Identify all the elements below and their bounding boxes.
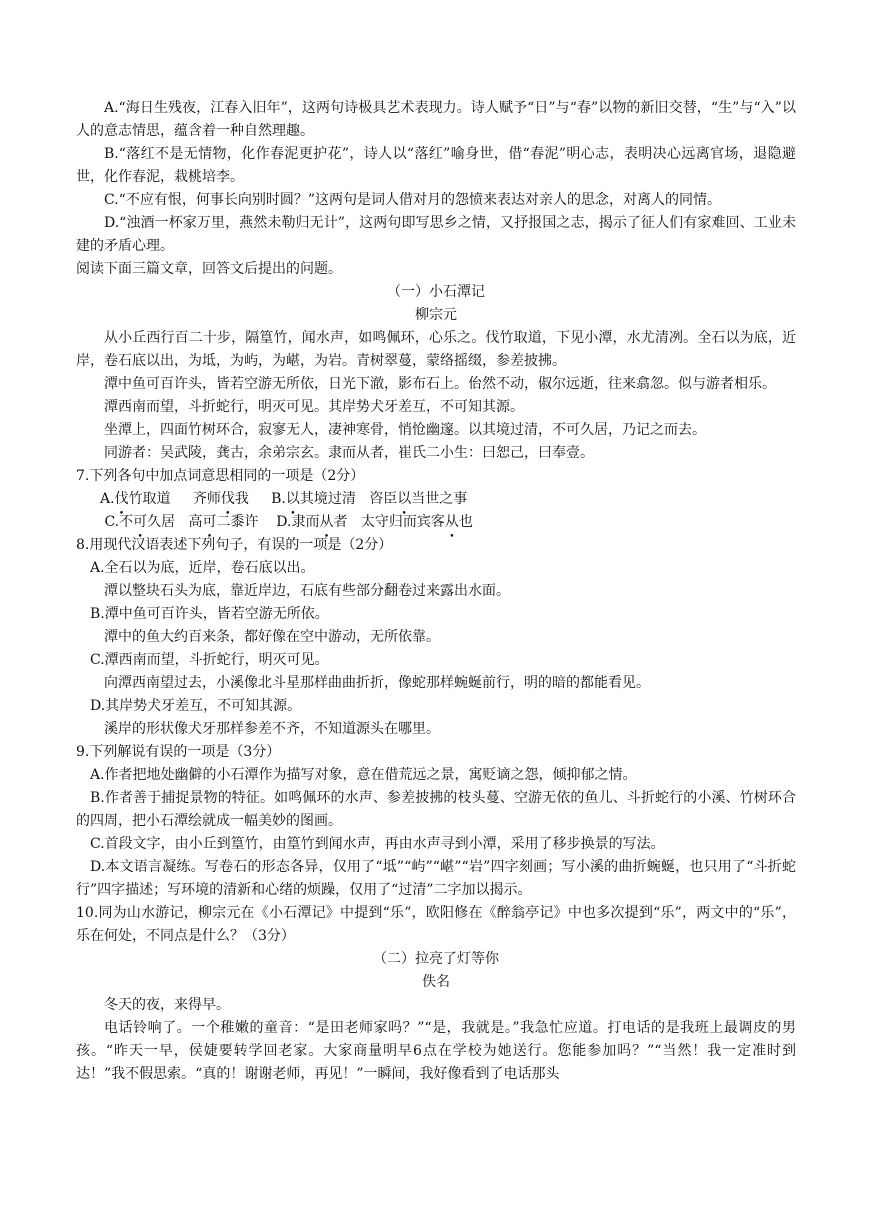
- q7-dotted-word: 可: [202, 514, 217, 530]
- q7-b-label: B.: [271, 491, 286, 507]
- q9-option-c: C.首段文字，由小丘到篁竹，由篁竹到闻水声，再由水声寻到小潭，采用了移步换景的写法。: [90, 836, 665, 852]
- text1-author: 柳宗元: [415, 307, 457, 323]
- text2-author: 佚名: [422, 974, 450, 990]
- q8-option-original: A.全石以为底，近岸，卷石底以出。: [90, 560, 315, 576]
- q7-text: 齐师: [192, 491, 221, 507]
- q7-text: 二黍许: [216, 514, 259, 530]
- q8-option-original: C.潭西南而望，斗折蛇行，明灭可见。: [90, 652, 329, 668]
- exam-page: [76, 97, 796, 1086]
- q7-text: 隶而: [291, 514, 320, 530]
- q6-option-c: C.“不应有恨，何事长向别时圆？”这两句是词人借对月的怨愤来表达对亲人的思念，对离人的同情。: [104, 192, 721, 208]
- q7-text: 不: [119, 514, 134, 530]
- text1-title: （一）小石潭记: [387, 284, 485, 300]
- text2-paragraph: 电话铃响了。一个稚嫩的童音：“是田老师家吗？”“是，我就是。”我急忙应道。打电话的是我班上最调皮的男孩。“昨天一早，侯婕要转学回老家。大家商量明早6点在学校为她送行。您能参加吗？”“当然！我一定准时到达！”我不假思索。“真的！谢谢老师，再见！”一瞬间，我好像看到了电话那头: [76, 1020, 796, 1082]
- q7-c-label: C.: [104, 514, 120, 530]
- text1-paragraph: 潭西南而望，斗折蛇行，明灭可见。其岸势犬牙差互，不可知其源。: [104, 399, 524, 415]
- q7-dotted-word: 伐: [114, 491, 129, 507]
- q8-option-translation: 潭中的鱼大约百来条，都好像在空中游动，无所依靠。: [104, 629, 440, 645]
- q7-text: 也: [458, 514, 473, 530]
- q9-option-a: A.作者把地处幽僻的小石潭作为描写对象，意在借荒远之景，寓贬谪之怨，倾抑郁之情。: [90, 767, 637, 783]
- q7-stem: 7.下列各句中加点词意思相同的一项是（2分）: [76, 468, 365, 484]
- q7-text: 者: [333, 514, 348, 530]
- text1-paragraph: 同游者：吴武陵，龚古，余弟宗玄。隶而从者，崔氏二小生：曰恕己，曰奉壹。: [104, 445, 594, 461]
- q7-text: 咨臣: [369, 491, 398, 507]
- q9-option-d: D.本文语言凝练。写卷石的形态各异，仅用了“坻”“屿”“嵁”“岩”四字刻画；写小溪的曲折蜿蜒，也只用了“斗折蛇行”四字描述；写环境的清新和心绪的烦躁，仅用了“过清”二字加以揭示。: [76, 859, 796, 898]
- q7-dotted-word: 以: [397, 491, 412, 507]
- q7-text: 太守归而宾客: [360, 514, 445, 530]
- q7-dotted-word: 以: [285, 491, 300, 507]
- text2-paragraph: 冬天的夜，来得早。: [104, 997, 230, 1013]
- q6-option-d: D.“浊酒一杯家万里，燕然未勒归无计”，这两句即写思乡之情，又抒报国之志，揭示了征人们有家难回、工业未建的矛盾心理。: [76, 215, 796, 254]
- text1-paragraph: 潭中鱼可百许头，皆若空游无所依，日光下澈，影布石上。佁然不动，俶尔远逝，往来翕忽。似与游者相乐。: [104, 376, 776, 392]
- q7-row-ab: [76, 488, 796, 511]
- q7-text: 其境过清: [299, 491, 356, 507]
- q9-option-b: B.作者善于捕捉景物的特征。如鸣佩环的水声、参差披拂的枝头蔓、空游无依的鱼儿、斗折蛇行的小溪、竹树环合的四周，把小石潭绘就成一幅美妙的图画。: [76, 790, 796, 829]
- q7-text: 我: [234, 491, 249, 507]
- q10-stem: 10.同为山水游记，柳宗元在《小石潭记》中提到“乐”，欧阳修在《醉翁亭记》中也多次提到“乐”，两文中的“乐”，乐在何处，不同点是什么？（3分）: [76, 905, 796, 944]
- text1-paragraph: 坐潭上，四面竹树环合，寂寥无人，凄神寒骨，悄怆幽邃。以其境过清，不可久居，乃记之而去。: [104, 422, 706, 438]
- q7-dotted-word: 从: [444, 514, 459, 530]
- q7-dotted-word: 可: [133, 514, 148, 530]
- q7-text: 久居: [147, 514, 176, 530]
- q7-text: 当世之事: [411, 491, 468, 507]
- q8-stem: 8.用现代汉语表述下列句子，有误的一项是（2分）: [76, 537, 393, 553]
- q7-a-label: A.: [100, 491, 115, 507]
- q7-d-label: D.: [276, 514, 292, 530]
- q6-option-a: A.“海日生残夜，江春入旧年”，这两句诗极具艺术表现力。诗人赋予“日”与“春”以物的新旧交替，“生”与“入”以人的意志情思，蕴含着一种自然理趣。: [76, 100, 796, 139]
- q8-option-translation: 潭以整块石头为底，靠近岸边，石底有些部分翻卷过来露出水面。: [104, 583, 510, 599]
- q7-dotted-word: 从: [319, 514, 334, 530]
- q7-text: 高: [188, 514, 203, 530]
- q8-option-translation: 溪岸的形状像犬牙那样参差不齐，不知道源头在哪里。: [104, 721, 440, 737]
- text1-paragraph: 从小丘西行百二十步，隔篁竹，闻水声，如鸣佩环，心乐之。伐竹取道，下见小潭，水尤清冽。全石以为底，近岸，卷石底以出，为坻，为屿，为嵁，为岩。青树翠蔓，蒙络摇缀，参差披拂。: [76, 330, 796, 369]
- q8-option-original: D.其岸势犬牙差互，不可知其源。: [90, 698, 302, 714]
- q7-row-cd: [76, 511, 796, 534]
- q7-text: 竹取道: [128, 491, 171, 507]
- q7-dotted-word: 伐: [220, 491, 235, 507]
- q8-option-translation: 向潭西南望过去，小溪像北斗星那样曲曲折折，像蛇那样蜿蜒前行，明的暗的都能看见。: [104, 675, 650, 691]
- q9-stem: 9.下列解说有误的一项是（3分）: [76, 744, 281, 760]
- q8-option-original: B.潭中鱼可百许头，皆若空游无所依。: [90, 606, 329, 622]
- reading-intro: 阅读下面三篇文章，回答文后提出的问题。: [76, 261, 342, 277]
- text2-title: （二）拉亮了灯等你: [373, 951, 499, 967]
- q6-option-b: B.“落红不是无情物，化作春泥更护花”，诗人以“落红”喻身世，借“春泥”明心志，表明决心远离官场，退隐避世，化作春泥，栽桃培李。: [76, 146, 796, 185]
